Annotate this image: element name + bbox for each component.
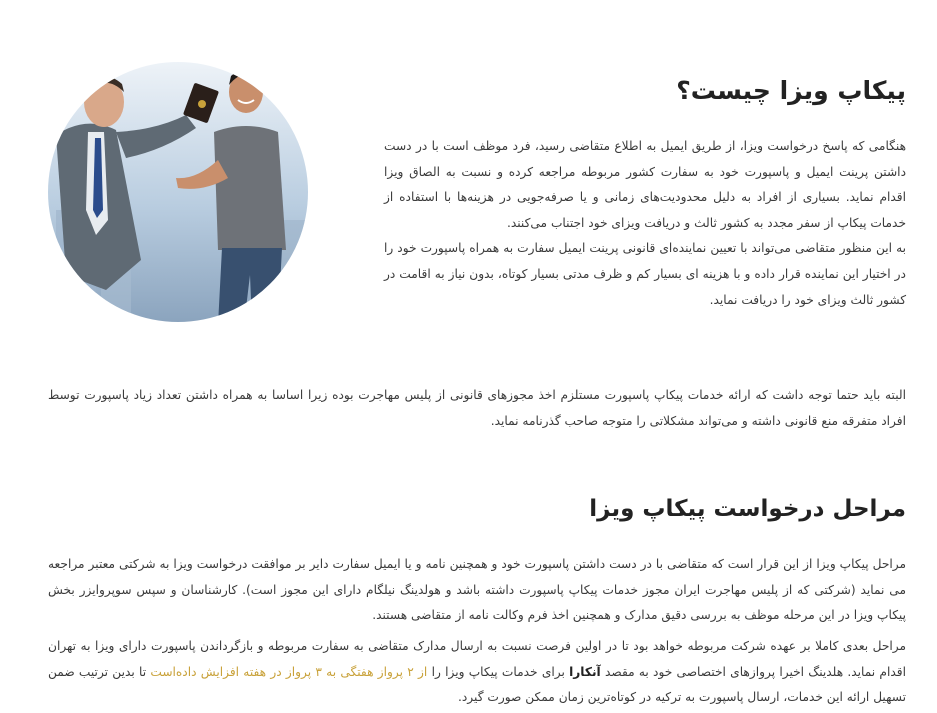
legal-note-paragraph: البته باید حتما توجه داشت که ارائه خدمات پیکاپ پاسپورت مستلزم اخذ مجوزهای قانونی از پلیس مهاجرت بوده زیرا اساسا به همراه داشتن تعداد زیاد پاسپورت توسط افراد متفرقه منع قانونی داشته و می‌تواند مشکلاتی را متوجه صاحب گذرنامه نماید. bbox=[48, 388, 906, 428]
section-title-what-is-pickup: پیکاپ ویزا چیست؟ bbox=[676, 76, 906, 105]
steps-paragraph-1: مراحل پیکاپ ویزا از این قرار است که متقاضی با در دست داشتن پاسپورت خود و همچنین نامه و یا ایمیل سفارت دایر بر موافقت درخواست ویزا به شرکتی معتبر مراجعه می نماید (شرکتی که از پلیس مهاجرت ایران مجوز خدمات پیکاپ پاسپورت داشته باشد و هولدینگ نیلگام دارای این مجوز است). کارشناسان و سپس سوپروایزر بخش پیکاپ ویزا در این مرحله موظف به بررسی دقیق مدارک و همچنین اخذ فرم وکالت نامه از متقاضی هستند. bbox=[48, 557, 906, 623]
steps-text-b: اخیرا پروازهای اختصاصی خود به مقصد bbox=[600, 664, 805, 679]
destination-ankara: آنکارا bbox=[569, 664, 601, 679]
intro-paragraph-part1: هنگامی که پاسخ درخواست ویزا، از طریق ایمیل به اطلاع متقاضی رسید، فرد موظف است با در دست داشتن پرینت ایمیل و پاسپورت خود به سفارت کشور مربوطه مراجعه کرده و نسبت به الصاق ویزا اقدام نماید. بسیاری از افراد به دلیل محدودیت‌های زمانی و یا صرفه‌جویی در هزینه‌ها با استفاده از خدمات پیکاپ از سفر مجدد به کشور ثالث و دریافت ویزای خود اجتناب می‌کنند. bbox=[384, 139, 906, 230]
steps-paragraph-2 bbox=[48, 634, 906, 711]
hero-image bbox=[46, 60, 311, 325]
section-title-pickup-steps: مراحل درخواست پیکاپ ویزا bbox=[589, 496, 906, 522]
steps-text-c: برای خدمات پیکاپ ویزا را bbox=[427, 664, 570, 679]
steps-text-a: مراحل بعدی کاملا بر عهده شرکت مربوطه خواهد بود تا در اولین فرصت نسبت به ارسال مدارک متقاضی به سفارت مربوطه و بازگرداندن پاسپورت دارای ویزا به تهران اقدام نماید. هلدینگ bbox=[48, 639, 906, 679]
intro-paragraph-part2: به این منظور متقاضی می‌تواند با تعیین نماینده‌ای قانونی پرینت ایمیل سفارت به همراه پاسپورت خود را در اختیار این نماینده قرار داده و با هزینه ای بسیار کم و ظرف مدتی بسیار کوتاه، بدون نیاز به اقامت در کشور ثالث ویزای خود را دریافت نماید. bbox=[384, 241, 906, 307]
flights-increase-link[interactable]: از ۲ پرواز هفتگی به ۳ پرواز در هفته افزایش داده‌است bbox=[150, 664, 428, 679]
intro-paragraph bbox=[384, 134, 906, 313]
steps-text-d: تا بدین ترتیب ضمن تسهیل ارائه این خدمات، ارسال پاسپورت به ترکیه در کوتاه‌ترین زمان ممکن صورت گیرد. bbox=[48, 664, 906, 705]
